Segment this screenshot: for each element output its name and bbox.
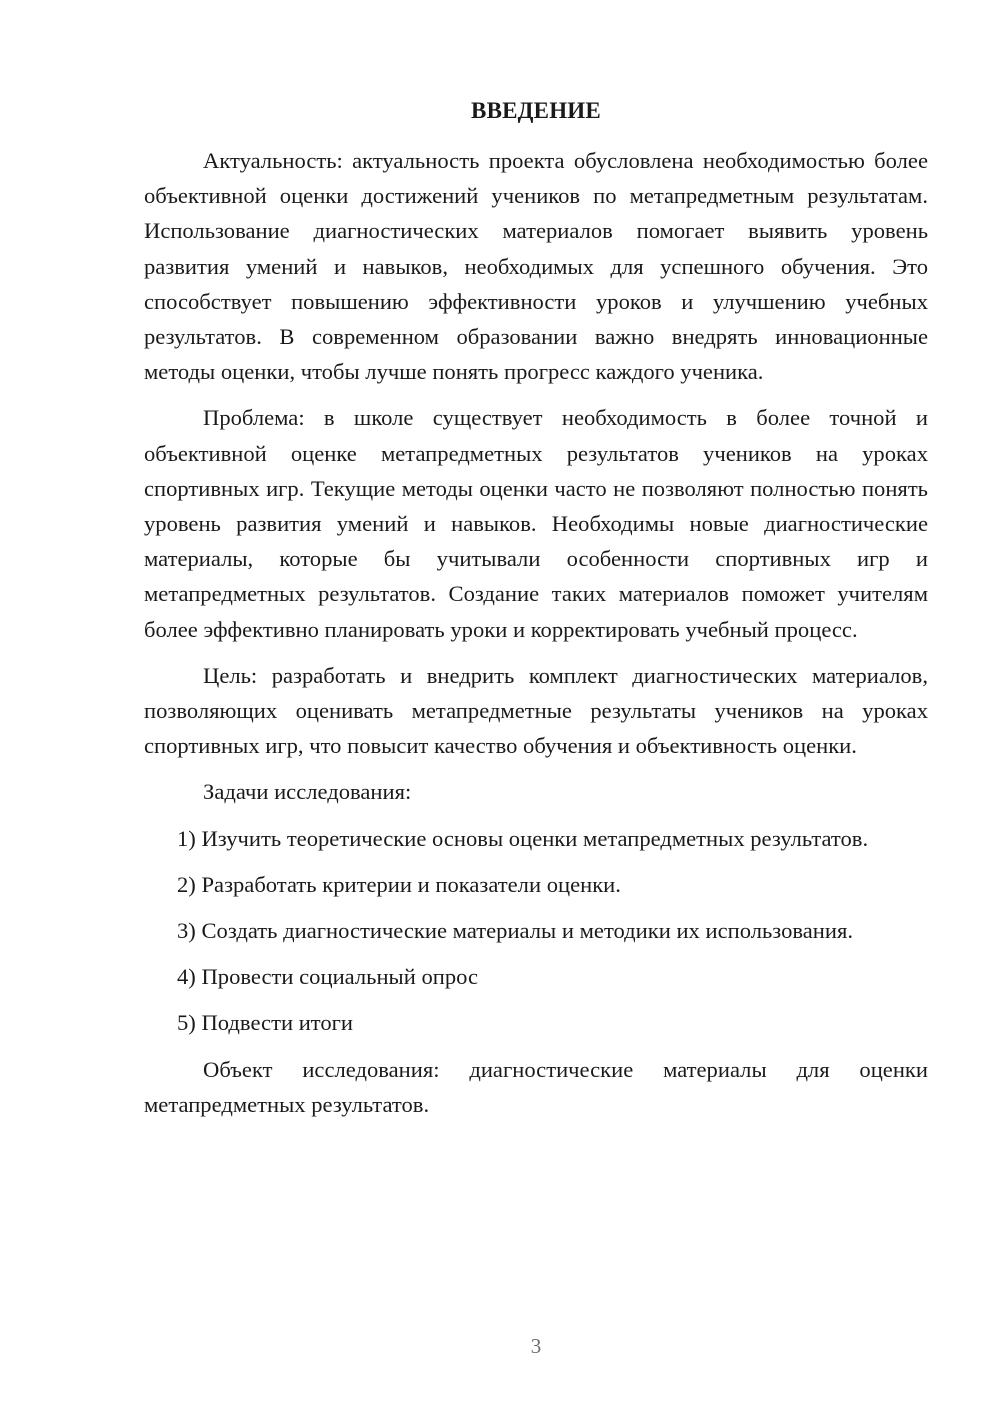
page-number: 3 bbox=[530, 1334, 542, 1358]
tasks-heading: Задачи исследования: bbox=[203, 779, 412, 805]
task-item: 4) Провести социальный опрос bbox=[177, 964, 479, 990]
task-item: 1) Изучить теоретические основы оценки метапредметных результатов. bbox=[177, 825, 869, 851]
task-item: 2) Разработать критерии и показатели оценки. bbox=[177, 871, 621, 897]
relevance-paragraph: Актуальность: актуальность проекта обусловлена необходимостью более объективной оценки достижений учеников по метапредметным результатам. Использование диагностических материалов помогает выявить уровень развития умений и навыков, необходимых для успешного обучения. Это способствует повышению эффективности уроков и улучшению учебных результатов. В современном образовании важно внедрять инновационные методы оценки, чтобы лучше понять прогресс каждого ученика. bbox=[144, 148, 928, 385]
document-page bbox=[144, 0, 928, 1414]
task-item: 3) Создать диагностические материалы и методики их использования. bbox=[177, 918, 854, 944]
document-body bbox=[144, 143, 928, 1133]
task-item: 5) Подвести итоги bbox=[177, 1010, 354, 1036]
object-paragraph: Объект исследования: диагностические материалы для оценки метапредметных результатов. bbox=[144, 1056, 928, 1117]
section-heading: ВВЕДЕНИЕ bbox=[471, 98, 601, 123]
problem-paragraph: Проблема: в школе существует необходимость в более точной и объективной оценке метапредметных результатов учеников на уроках спортивных игр. Текущие методы оценки часто не позволяют полностью понять уровень развития умений и навыков. Необходимы новые диагностические материалы, которые бы учитывали особенности спортивных игр и метапредметных результатов. Создание таких материалов поможет учителям более эффективно планировать уроки и корректировать учебный процесс. bbox=[144, 405, 928, 642]
goal-paragraph: Цель: разработать и внедрить комплект диагностических материалов, позволяющих оценивать метапредметные результаты учеников на уроках спортивных игр, что повысит качество обучения и объективность оценки. bbox=[144, 662, 928, 759]
